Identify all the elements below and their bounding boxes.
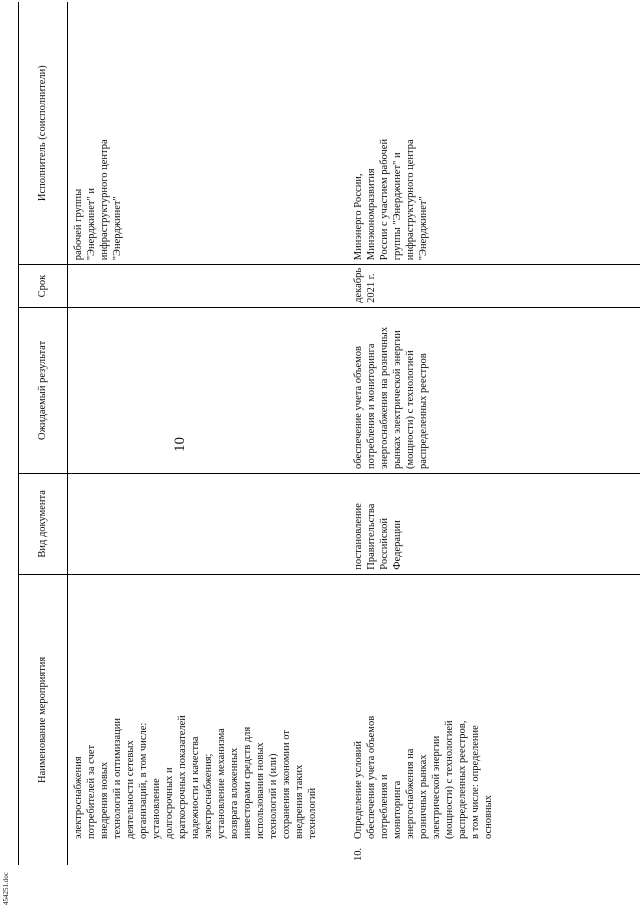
table-header-row (18, 2, 68, 865)
header-exec: Исполнитель (соисполнители) (18, 2, 68, 265)
cell-term (68, 265, 349, 308)
cell-exec (348, 2, 640, 265)
row-name-text: электроснабжения потребителей за счет внедрения новых технологий и оптимизации деятельности сетевых организаций, в том числе: установление долгосрочных и краткосрочных показателей надежности и качества электроснабжения; установление механизма возврата вложенных инвесторами средств для использования новых технологий и (или) сохранения экономии от внедрения таких технологий (73, 715, 318, 839)
cell-exec (68, 2, 349, 265)
row-name-text: Определение условий обеспечения учета объемов потребления и мониторинга энергоснабжения на розничных рынках электрической энергии (мощности) с технологией распределенных реестров, в том числе: определение основных (353, 715, 494, 839)
header-name: Наименование мероприятия (18, 574, 68, 865)
header-result: Ожидаемый результат (18, 307, 68, 473)
footer-code: 454251.doc (2, 872, 10, 905)
cell-doc (68, 473, 349, 574)
cell-term: декабрь 2021 г. (348, 265, 640, 308)
table-row (348, 2, 640, 865)
row-number: 10. (353, 847, 364, 861)
cell-result: обеспечение учета объемов потребления и мониторинга энергоснабжения на розничных рынках электрической энергии (мощности) с технологией распределенных реестров (348, 307, 640, 473)
cell-doc: постановление Правительства Российской Федерации (348, 473, 640, 574)
table-row (68, 2, 349, 865)
header-doc: Вид документа (18, 473, 68, 574)
measures-table (18, 2, 640, 865)
page-number: 10 (172, 437, 188, 452)
cell-name (348, 574, 640, 865)
header-term: Срок (18, 265, 68, 308)
cell-result (68, 307, 349, 473)
cell-name (68, 574, 349, 865)
row-exec-text: Минэнерго России, Минэкономразвития России с участием рабочей группы "Энерджинет" и инфраструктурного центра "Энерджинет" (353, 138, 429, 261)
row-exec-text: рабочей группы "Энерджинет" и инфраструктурного центра "Энерджинет" (73, 139, 123, 261)
